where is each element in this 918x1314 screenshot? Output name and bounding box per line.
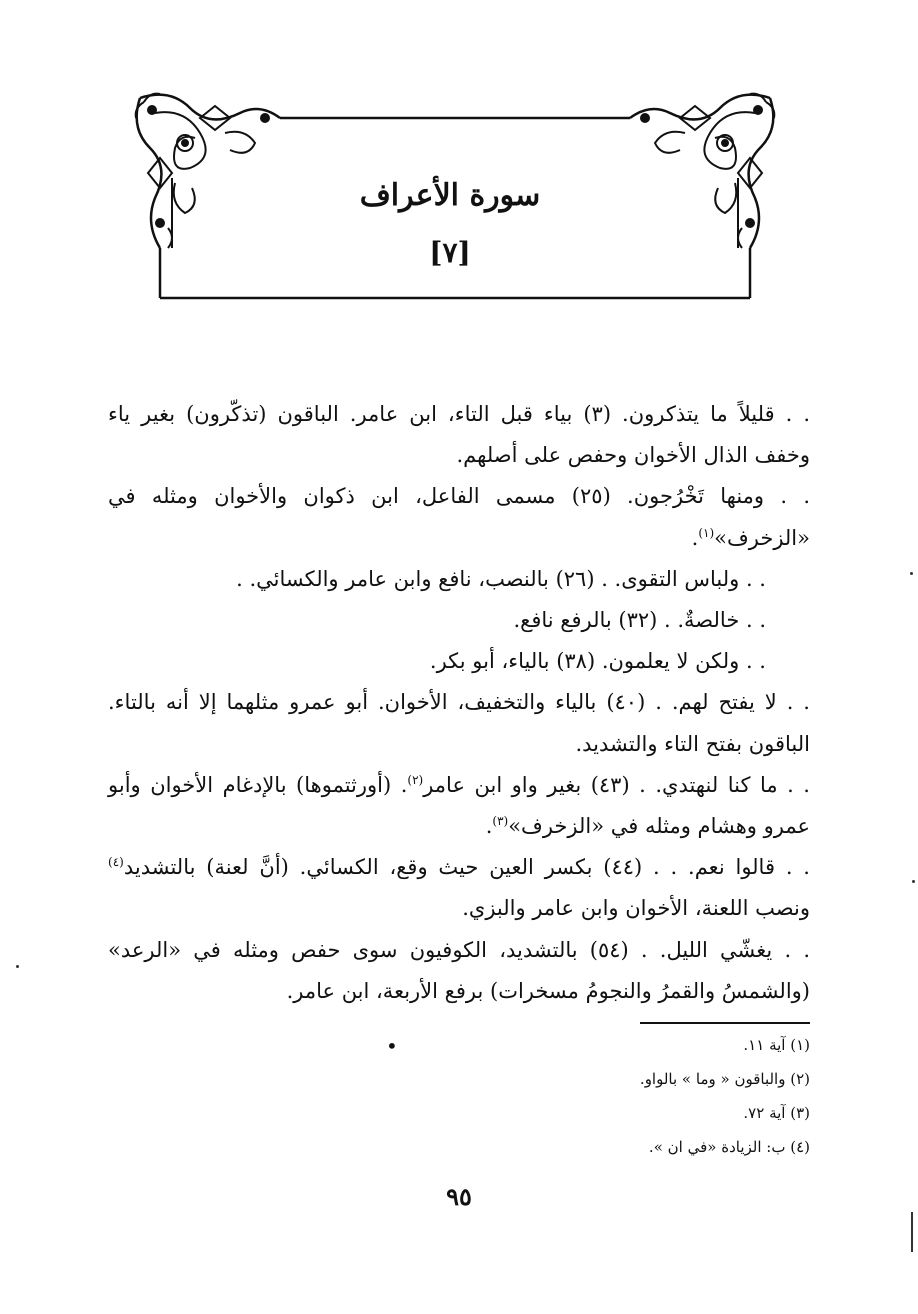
footnotes bbox=[300, 1028, 810, 1164]
text-line: . . قليلاً ما يتذكرون. (٣) بياء قبل التاء، ابن عامر. الباقون (تذكّرون) بغير bbox=[141, 402, 810, 426]
text-line: «الزخرف» bbox=[714, 525, 810, 550]
text-line: . . ولباس التقوى. . (٢٦) بالنصب، نافع وابن عامر والكسائي. . bbox=[236, 566, 766, 591]
left-corner-ornament bbox=[136, 94, 280, 248]
footnote-4: (٤) ب: الزيادة «في ان ». bbox=[648, 1138, 810, 1156]
paragraph-5 bbox=[108, 641, 810, 682]
text-line: بالتشديد bbox=[123, 855, 196, 880]
text-line: (والشمسُ والقمرُ والنجومُ مسخرات) برفع الأربعة، ابن عامر. bbox=[286, 978, 810, 1003]
surah-title: سورة الأعراف bbox=[359, 178, 541, 213]
paragraph-1 bbox=[108, 394, 810, 476]
footnote-1: (١) آية ١١. bbox=[743, 1036, 810, 1054]
scan-speck bbox=[912, 880, 915, 883]
paragraph-2 bbox=[108, 476, 810, 558]
paragraph-9 bbox=[108, 930, 810, 1012]
paragraph-4 bbox=[108, 600, 810, 641]
right-corner-ornament bbox=[630, 94, 774, 248]
text-line: ياء وخفف الذال الأخوان وحفص على أصلهم. bbox=[108, 402, 810, 468]
stray-dot: • bbox=[386, 1034, 398, 1058]
scan-edge-mark bbox=[911, 1212, 913, 1252]
footnote-ref[interactable]: (١) bbox=[698, 525, 715, 540]
text-line: . bbox=[691, 525, 699, 550]
text-line: وأبو عمرو وهشام ومثله في «الزخرف» bbox=[108, 772, 810, 839]
paragraph-6 bbox=[108, 682, 810, 764]
paragraph-8 bbox=[108, 847, 810, 929]
footnote-ref[interactable]: (٣) bbox=[492, 814, 509, 829]
text-line: . . لا يفتح لهم. . (٤٠) بالياء والتخفيف، الأخوان. أبو عمرو مثلهما إلا أنه bbox=[165, 690, 810, 715]
scan-speck bbox=[16, 965, 19, 968]
text-line: . bbox=[485, 814, 493, 839]
footnote-separator bbox=[640, 1022, 810, 1024]
text-line: . (أورثتموها) بالإدغام الأخوان bbox=[150, 772, 408, 797]
paragraph-7 bbox=[108, 765, 810, 847]
paragraph-3 bbox=[108, 559, 810, 600]
text-line: . . يغشّي الليل. . (٥٤) بالتشديد، الكوفيون سوى حفص ومثله في «الرعد» bbox=[108, 937, 810, 962]
scan-speck bbox=[910, 572, 913, 575]
text-line: . . خالصةٌ. . (٣٢) بالرفع نافع. bbox=[513, 608, 766, 633]
page-number: ٩٥ bbox=[446, 1182, 472, 1211]
text-line: . . قالوا نعم. . . (٤٤) بكسر العين حيث وقع، الكسائي. (أنَّ لعنة) bbox=[206, 855, 810, 880]
text-line: . . ولكن لا يعلمون. (٣٨) بالياء، أبو بكر. bbox=[429, 649, 766, 674]
text-line: بالتاء. الباقون بفتح التاء والتشديد. bbox=[108, 690, 810, 756]
text-line: . . ومنها تَخْرُجون. (٢٥) مسمى الفاعل، ابن ذكوان والأخوان ومثله في bbox=[108, 484, 811, 509]
text-line: ونصب اللعنة، الأخوان وابن عامر والبزي. bbox=[462, 896, 810, 921]
footnote-3: (٣) آية ٧٢. bbox=[743, 1104, 810, 1122]
footnote-ref[interactable]: (٢) bbox=[407, 772, 424, 787]
main-text bbox=[108, 394, 810, 1012]
footnote-ref[interactable]: (٤) bbox=[108, 855, 124, 870]
surah-number: [٧] bbox=[429, 236, 471, 269]
text-line: . . ما كنا لنهتدي. . (٤٣) بغير واو ابن عامر bbox=[423, 772, 810, 797]
footnote-2: (٢) والباقون « وما » بالواو. bbox=[639, 1070, 810, 1088]
